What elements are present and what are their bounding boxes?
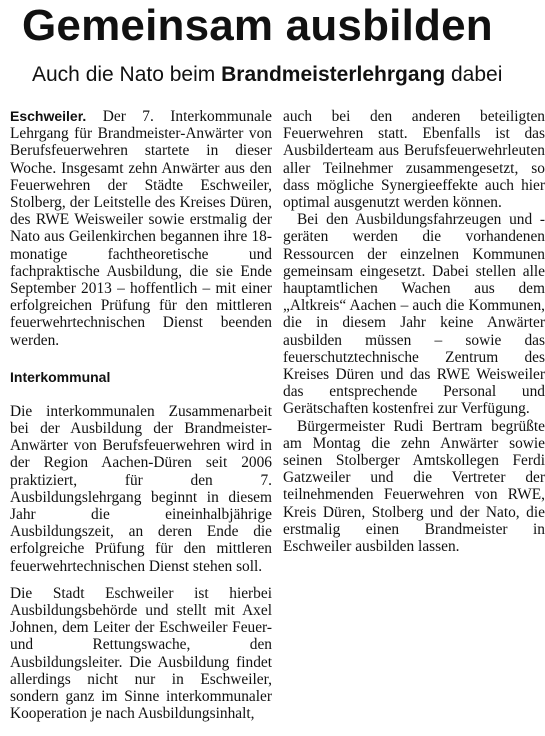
- dateline: Eschweiler.: [10, 108, 87, 124]
- article-paragraph: Bei den Ausbildungsfahrzeugen und -geräten werden die vorhandenen Ressourcen der einzelnen Kommunen gemeinsam eingesetzt. Dabei stellen alle hauptamtlichen Wachen aus dem „Altkreis“ Aachen – auch die Kommunen, die in diesem Jahr keine Anwärter ausbilden müssen – sowie das feuerschutztechnische Zentrum des Kreises Düren und das RWE Weisweiler das entsprechende Personal und Gerätschaften kostenfrei zur Verfügung.: [283, 211, 545, 418]
- article-column-right: [283, 108, 545, 555]
- headline: Gemeinsam ausbilden: [22, 1, 493, 50]
- subheadline-text-end: dabei: [445, 63, 503, 86]
- article-paragraph: [10, 108, 272, 349]
- subheadline: [32, 61, 542, 89]
- subheadline-emphasis: Brandmeisterlehrgang: [221, 63, 446, 86]
- section-subheading: Interkommunal: [10, 368, 111, 385]
- article-column-left: [10, 108, 272, 723]
- subheadline-text-start: Auch die Nato beim: [32, 63, 222, 86]
- paragraph-text: Der 7. Interkommunale Lehrgang für Brandmeister-Anwärter von Berufsfeuerwehren startete in dieser Woche. Insgesamt zehn Anwärter aus den Feuerwehren der Städte Eschweiler, Stolberg, der Leitstelle des Kreises Düren, des RWE Weisweiler sowie erstmalig der Nato aus Geilenkirchen begannen ihre 18-monatige fachtheoretische und fachpraktische Ausbildung, die sie Ende September 2013 – hoffentlich – mit einer erfolgreichen Prüfung für den mittleren feuerwehrtechnischen Dienst beenden werden.: [10, 108, 272, 349]
- article-paragraph: Die interkommunalen Zusammenarbeit bei der Ausbildung der Brandmeister-Anwärter von Berufsfeuerwehren wird in der Region Aachen-Düren seit 2006 praktiziert, für den 7. Ausbildungslehrgang beginnt in diesem Jahr die eineinhalbjährige Ausbildungszeit, an deren Ende die erfolgreiche Prüfung für den mittleren feuerwehrtechnischen Dienst stehen soll.: [10, 402, 272, 575]
- article-paragraph: Bürgermeister Rudi Bertram begrüßte am Montag die zehn Anwärter sowie seinen Stolberger Amtskollegen Ferdi Gatzweiler und die Vertreter der teilnehmenden Feuerwehren von RWE, Kreis Düren, Stolberg und der Nato, die erstmalig einen Brandmeister in Eschweiler ausbilden lassen.: [283, 417, 545, 556]
- article-paragraph: Die Stadt Eschweiler ist hierbei Ausbildungsbehörde und stellt mit Axel Johnen, dem Leiter der Eschweiler Feuer- und Rettungswache, den Ausbildungsleiter. Die Ausbildung findet allerdings nicht nur in Eschweiler, sondern ganz im Sinne interkommunaler Kooperation je nach Ausbildungsinhalt,: [10, 584, 272, 723]
- article-paragraph-continued: auch bei den anderen beteiligten Feuerwehren statt. Ebenfalls ist das Ausbilderteam aus Berufsfeuerwehrleuten aller Teilnehmer zusammengesetzt, so dass mögliche Synergieeffekte auch hier optimal ausgenutzt werden können.: [283, 108, 545, 212]
